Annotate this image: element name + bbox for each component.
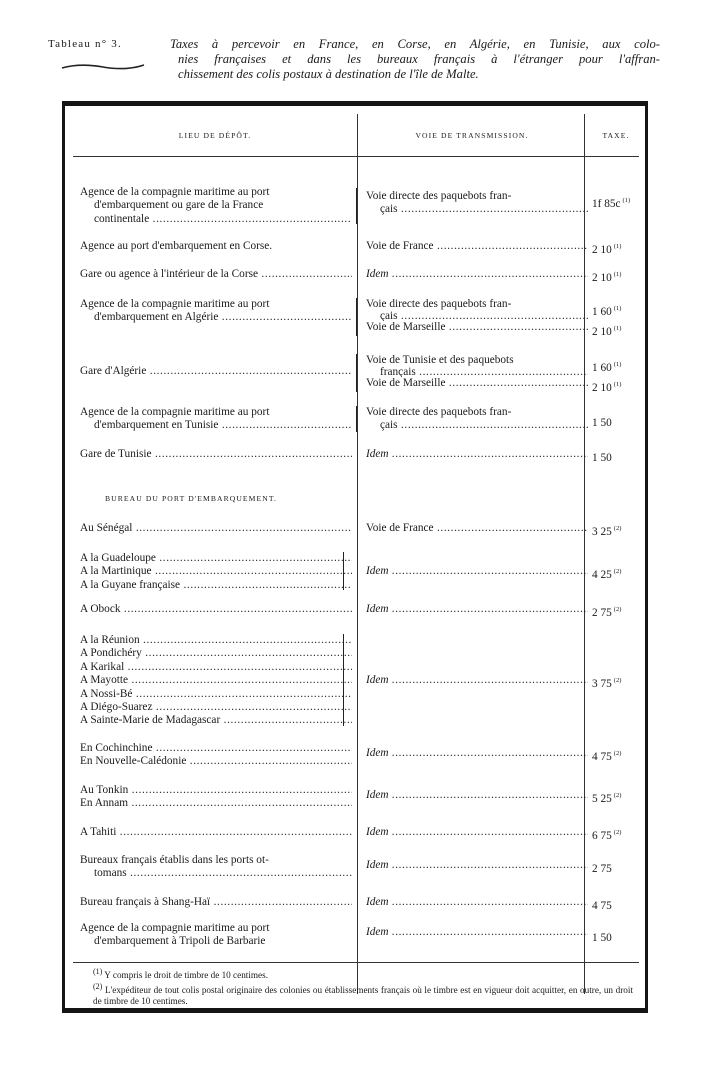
table-title [170,37,660,82]
cell-voie: Voie directe des paquebots fran- çais ..... [366,406,588,433]
cell-taxe: 4 75 $^{(2)}$ [592,750,622,763]
cell-voie: Idem ..... [366,747,588,760]
cell-taxe: 4 25 $^{(2)}$ [592,568,622,581]
cell-voie: Idem ..... [366,268,588,281]
cell-voie: Voie de France ..... [366,522,588,535]
footnote: (1) Y compris le droit de timbre de 10 centimes. [93,967,269,980]
cell-voie: Idem ..... [366,674,588,687]
cell-voie: Idem ..... [366,448,588,461]
cell-taxe: 2 10 $^{(1)}$ [592,243,622,256]
cell-lieu: Au Tonkin ..... En Annam ..... [80,784,352,811]
cell-voie: Voie directe des paquebots fran- çais ..... Voie de Marseille ..... [366,298,588,335]
cell-taxe: 1f 85c $^{(1)}$ [592,197,631,210]
cell-voie: Idem ..... [366,896,588,909]
cell-taxe: 2 75 $^{(2)}$ [592,606,622,619]
table-number: Tableau n° 3. [48,38,122,50]
cell-voie: Voie de Tunisie et des paquebots français ..... Voie de Marseille ..... [366,354,588,391]
cell-taxe: 1 50 [592,932,612,944]
cell-lieu: Gare d'Algérie ..... [80,365,352,378]
cell-taxe: 4 75 [592,900,612,912]
cell-lieu: Agence de la compagnie maritime au port d'embarquement en Tunisie ..... [80,406,352,433]
brace [356,354,360,392]
cell-lieu: Bureau français à Shang-Haï ..... [80,896,352,909]
cell-taxe: 1 60 $^{(1)}$ 2 10 $^{(1)}$ [592,361,622,394]
column-divider [357,114,358,994]
cell-lieu: Agence au port d'embarquement en Corse. [80,240,273,252]
cell-taxe: 1 60 $^{(1)}$ 2 10 $^{(1)}$ [592,305,622,338]
cell-taxe: 2 75 [592,863,612,875]
cell-lieu: A Obock ..... [80,603,352,616]
cell-lieu: Bureaux français établis dans les ports ot- tomans ..... [80,854,352,881]
footnotes [85,966,633,1007]
cell-lieu: Gare ou agence à l'intérieur de la Corse ..... [80,268,352,281]
cell-taxe: 5 25 $^{(2)}$ [592,792,622,805]
brace [343,634,347,726]
cell-lieu: A Tahiti ..... [80,826,352,839]
cell-taxe: 3 75 $^{(2)}$ [592,677,622,690]
cell-voie: Idem ..... [366,859,588,872]
cell-lieu: Agence de la compagnie maritime au port d'embarquement ou gare de la France continentale ..... [80,186,352,226]
cell-voie: Idem ..... [366,603,588,616]
tariff-table [62,101,648,1013]
header-rule [73,156,639,157]
header-lieu: LIEU DE DÉPÔT. [178,131,252,140]
cell-lieu: Gare de Tunisie ..... [80,448,352,461]
cell-lieu: Au Sénégal ..... [80,522,352,535]
cell-voie: Voie de France ..... [366,240,588,253]
cell-taxe: 3 25 $^{(2)}$ [592,525,622,538]
brace [356,188,360,224]
section-heading: BUREAU DU PORT D'EMBARQUEMENT. [105,494,278,503]
cell-lieu: En Cochinchine ..... En Nouvelle-Calédonie ..... [80,742,352,769]
cell-lieu: Agence de la compagnie maritime au port d'embarquement à Tripoli de Barbarie [80,922,270,948]
table-caption [48,38,658,98]
cell-voie: Idem ..... [366,565,588,578]
cell-voie: Idem ..... [366,926,588,939]
header-taxe: TAXE. [602,131,630,140]
cell-taxe: 2 10 $^{(1)}$ [592,271,622,284]
footnote: (2) L'expéditeur de tout colis postal originaire des colonies ou établissements français où le timbre est en vigueur doit acquitter, en outre, un droit de timbre de 10 centimes. [93,982,634,1006]
brace [343,552,347,590]
header-voie: VOIE DE TRANSMISSION. [415,131,529,140]
cell-voie: Idem ..... [366,826,588,839]
title-line: chissement des colis postaux à destination de l'île de Malte. [178,67,479,81]
cell-lieu: A la Réunion ..... A Pondichéry ..... A Karikal ..... A Mayotte ..... A Nossi-Bé ..... A Diégo-Suarez ..... A Sainte-Marie de Madagascar ..... [80,634,352,728]
cell-taxe: 1 50 [592,452,612,464]
brace [356,298,360,336]
brace [356,406,360,432]
footnote-rule [73,962,639,963]
title-line: nies françaises et dans les bureaux français à l'étranger pour l'affran- [178,52,660,66]
cell-lieu: A la Guadeloupe ..... A la Martinique ..... A la Guyane française ..... [80,552,352,592]
cell-taxe: 1 50 [592,417,612,429]
cell-lieu: Agence de la compagnie maritime au port d'embarquement en Algérie ..... [80,298,352,325]
ornament-swash [60,62,146,72]
cell-taxe: 6 75 $^{(2)}$ [592,829,622,842]
cell-voie: Idem ..... [366,789,588,802]
title-line: Taxes à percevoir en France, en Corse, en Algérie, en Tunisie, aux colo- [170,37,660,51]
cell-voie: Voie directe des paquebots fran- çais ..... [366,190,588,217]
